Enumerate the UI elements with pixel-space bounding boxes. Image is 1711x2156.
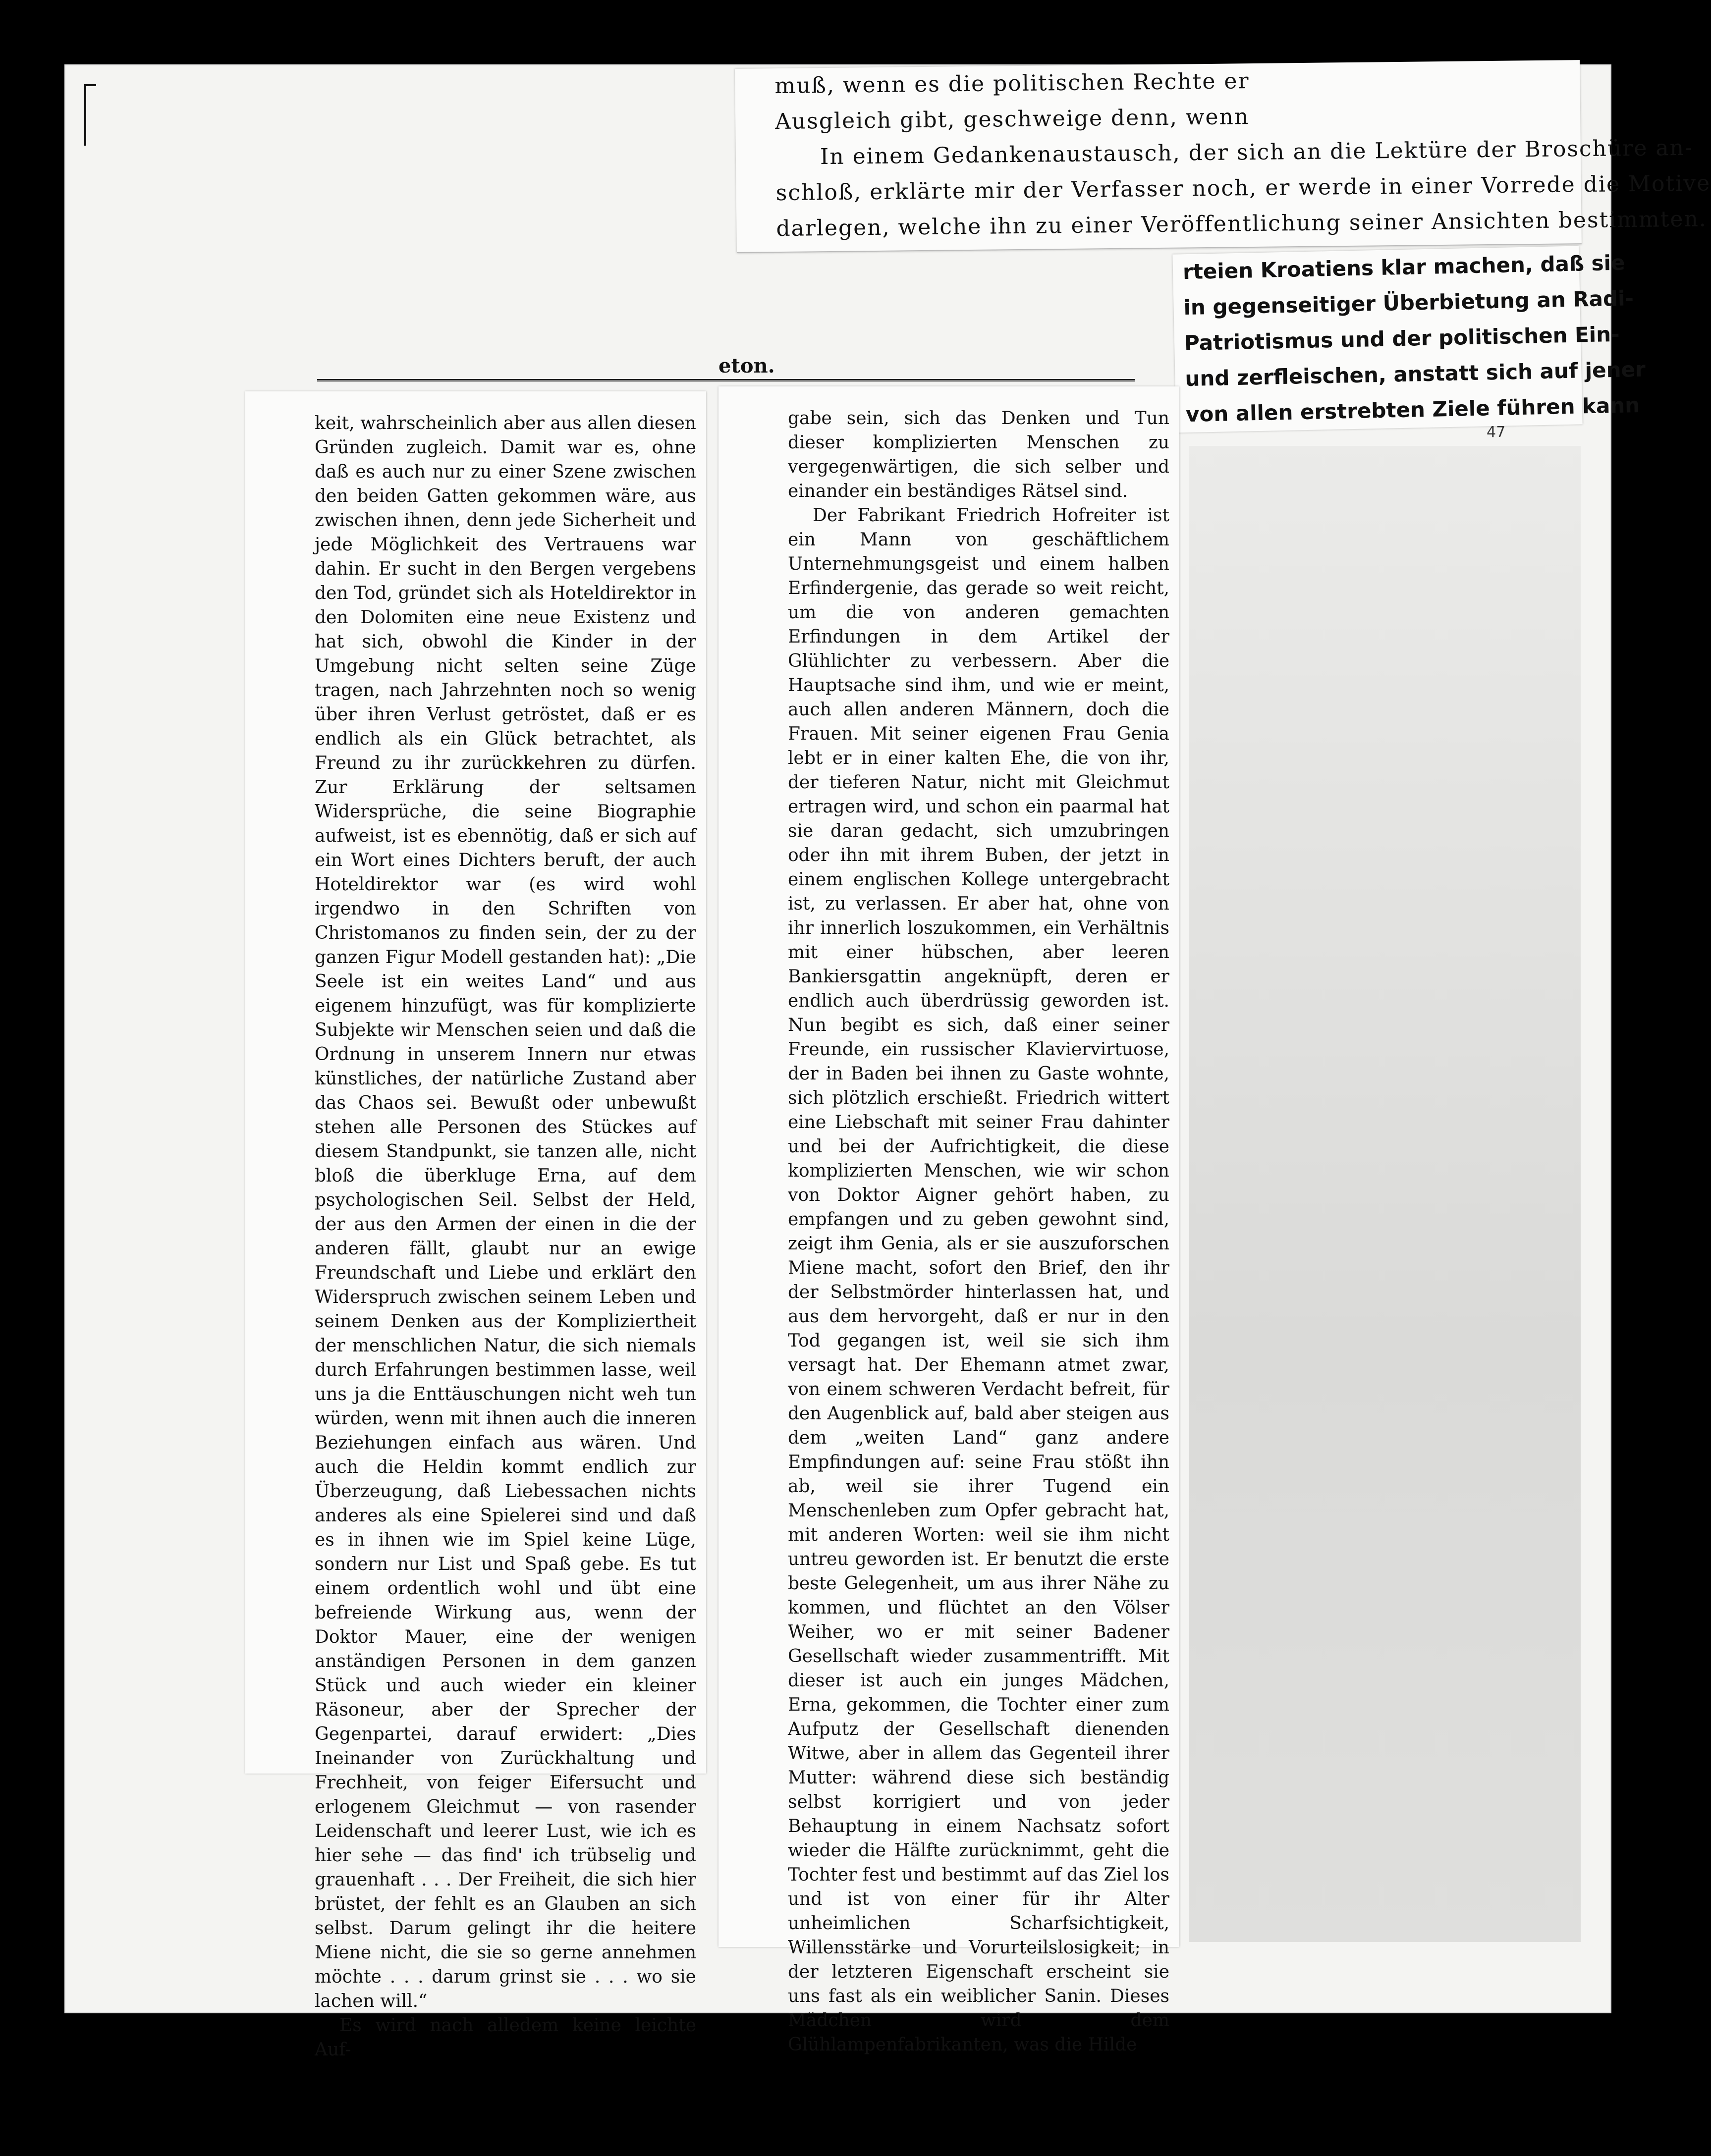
- feuilleton-rule: [317, 379, 1135, 381]
- article-column-1: [245, 391, 706, 2060]
- column-1-paragraph: keit, wahrscheinlich aber aus allen diesen Gründen zugleich. Damit war es, ohne daß es auch nur zu einer Szene zwischen den beiden Gatten gekommen wäre, aus zwischen ihnen, denn jede Sicherheit und jede Möglichkeit des Vertrauens war dahin. Er sucht in den Bergen vergebens den Tod, gründet sich als Hoteldirektor in den Dolomiten eine neue Existenz und hat sich, obwohl die Kinder in der Umgebung nicht selten seine Züge tragen, nach Jahrzehnten noch so wenig über ihren Verlust getröstet, daß er es endlich als ein Glück betrachtet, als Freund zu ihr zurückkehren zu dürfen. Zur Erklärung der seltsamen Widersprüche, die seine Biographie aufweist, ist es ebennötig, daß er sich auf ein Wort eines Dichters beruft, der auch Hoteldirektor war (es wird wohl irgendwo in den Schriften von Christomanos zu finden sein, der zu der ganzen Figur Modell gestanden hat): „Die Seele ist ein weites Land“ und aus eigenem hinzufügt, was für komplizierte Subjekte wir Menschen seien und daß die Ordnung in unserem Innern nur etwas künstliches, der natürliche Zustand aber das Chaos sei. Bewußt oder unbewußt stehen alle Personen des Stückes auf diesem Standpunkt, sie tanzen alle, nicht bloß die überkluge Erna, auf dem psychologischen Seil. Selbst der Held, der aus den Armen der einen in die der anderen fällt, glaubt nur an ewige Freundschaft und Liebe und erklärt den Widerspruch zwischen seinem Leben und seinem Denken aus der Kompliziertheit der menschlichen Natur, die sich niemals durch Erfahrungen bestimmen lasse, weil uns ja die Enttäuschungen nicht weh tun würden, wenn mit ihnen auch die inneren Beziehungen einfach aus wären. Und auch die Heldin kommt endlich zur Überzeugung, daß Liebessachen nichts anderes als eine Spielerei sind und daß es in ihnen wie im Spiel keine Lüge, sondern nur List und Spaß gebe. Es tut einem ordentlich wohl und übt eine befreiende Wirkung aus, wenn der Doktor Mauer, eine der wenigen anständigen Personen in dem ganzen Stück und auch wieder ein kleiner Räsoneur, aber der Sprecher der Gegenpartei, darauf erwidert: „Dies Ineinander von Zurückhaltung und Frechheit, von feiger Eifersucht und erlogenem Gleichmut — von rasender Leidenschaft und leerer Lust, wie ich es hier sehe — das find' ich trübselig und grauenhaft . . . Der Freiheit, die sich hier brüstet, der fehlt es an Glauben an sich selbst. Darum gelingt ihr die heitere Miene nicht, die sie so gerne annehmen möchte . . . darum grinst sie . . . wo sie lachen will.“: [315, 413, 696, 2011]
- top-clipping-line: schloß, erklärte mir der Verfasser noch, er werde in einer Vorrede die Motive: [775, 170, 1711, 206]
- strip-newspaper-clipping: [1172, 246, 1646, 432]
- column-2-paragraph: gabe sein, sich das Denken und Tun dieser komplizierten Menschen zu vergegenwärtigen, die sich selber und einander ein beständiges Rätsel sind.: [788, 408, 1169, 501]
- strip-clipping-line: Patriotismus und der politischen Ein-: [1184, 322, 1620, 356]
- top-clipping-line: darlegen, welche ihn zu einer Veröffentlichung seiner Ansichten bestimmten.: [776, 206, 1708, 242]
- strip-clipping-line: und zerfleischen, anstatt sich auf jener: [1185, 357, 1646, 391]
- column-2-paragraph: Der Fabrikant Friedrich Hofreiter ist ein Mann von geschäftlichem Unternehmungsgeist und einem halben Erfindergenie, das gerade so weit reicht, um die von anderen gemachten Erfindungen in dem Artikel der Glühlichter zu verbessern. Aber die Hauptsache sind ihm, und wie er meint, auch allen anderen Männern, doch die Frauen. Mit seiner eigenen Frau Genia lebt er in einer kalten Ehe, die von ihr, der tieferen Natur, nicht mit Gleichmut ertragen wird, und schon ein paarmal hat sie daran gedacht, sich umzubringen oder ihn mit ihrem Buben, der jetzt in einem englischen Kollege untergebracht ist, zu verlassen. Er aber hat, ohne von ihr innerlich loszukommen, ein Verhältnis mit einer hübschen, aber leeren Bankiersgattin angeknüpft, deren er endlich auch überdrüssig geworden ist. Nun begibt es sich, daß einer seiner Freunde, ein russischer Klaviervirtuose, der in Baden bei ihnen zu Gaste wohnte, sich plötzlich erschießt. Friedrich wittert eine Liebschaft mit seiner Frau dahinter und bei der Aufrichtigkeit, die diese komplizierten Menschen, wie wir schon von Doktor Aigner gehört haben, zu empfangen und zu geben gewohnt sind, zeigt ihm Genia, als er sie auszuforschen Miene macht, sofort den Brief, den ihr der Selbstmörder hinterlassen hat, und aus dem hervorgeht, daß er nur in den Tod gegangen ist, weil sie sich ihm versagt hat. Der Ehemann atmet zwar, von einem schweren Verdacht befreit, für den Augenblick auf, bald aber steigen aus dem „weiten Land“ ganz andere Empfindungen auf: seine Frau stößt ihn ab, weil sie ihrer Tugend ein Menschenleben zum Opfer gebracht hat, mit anderen Worten: weil sie ihm nicht untreu geworden ist. Er benutzt die erste beste Gelegenheit, um aus ihrer Nähe zu kommen, und flüchtet an den Völser Weiher, wo er mit seiner Badener Gesellschaft wieder zusammentrifft. Mit dieser ist auch ein junges Mädchen, Erna, gekommen, die Tochter einer zum Aufputz der Gesellschaft dienenden Witwe, aber in allem das Gegenteil ihrer Mutter: während diese sich beständig selbst korrigiert und von jeder Behauptung in einem Nachsatz sofort wieder die Hälfte zurücknimmt, geht die Tochter fest und bestimmt auf das Ziel los und ist von einer für ihr Alter unheimlichen Scharfsichtigkeit, Willensstärke und Vorurteilslosigkeit; in der letzteren Eigenschaft erscheint sie uns fast als ein weiblicher Sanin. Dieses Mädchen wird dem Glühlampenfabrikanten, was die Hilde: [788, 505, 1169, 2055]
- blank-grey-area: [1189, 446, 1581, 1942]
- top-clipping-line: muß, wenn es die politischen Rechte er: [774, 68, 1250, 99]
- page-number: 47: [1487, 424, 1506, 441]
- strip-clipping-line: rteien Kroatiens klar machen, daß sie: [1182, 250, 1625, 284]
- corner-crop-mark: [84, 84, 96, 146]
- column-1-text: [315, 411, 696, 2062]
- top-clipping-line: Ausgleich gibt, geschweige denn, wenn: [774, 104, 1250, 135]
- article-column-2: [718, 386, 1179, 2055]
- top-clipping-text: [774, 60, 1711, 247]
- column-2-text: [788, 406, 1169, 2057]
- strip-clipping-line: in gegenseitiger Überbietung an Radi-: [1183, 286, 1634, 320]
- feuilleton-word: eton.: [718, 354, 775, 377]
- top-clipping-line: In einem Gedankenaustausch, der sich an die Lektüre der Broschüre an-: [820, 135, 1694, 170]
- top-newspaper-clipping: [735, 60, 1711, 253]
- strip-clipping-line: von allen erstrebten Ziele führen kann: [1185, 392, 1640, 427]
- column-1-paragraph: Es wird nach alledem keine leichte Auf-: [315, 2015, 696, 2060]
